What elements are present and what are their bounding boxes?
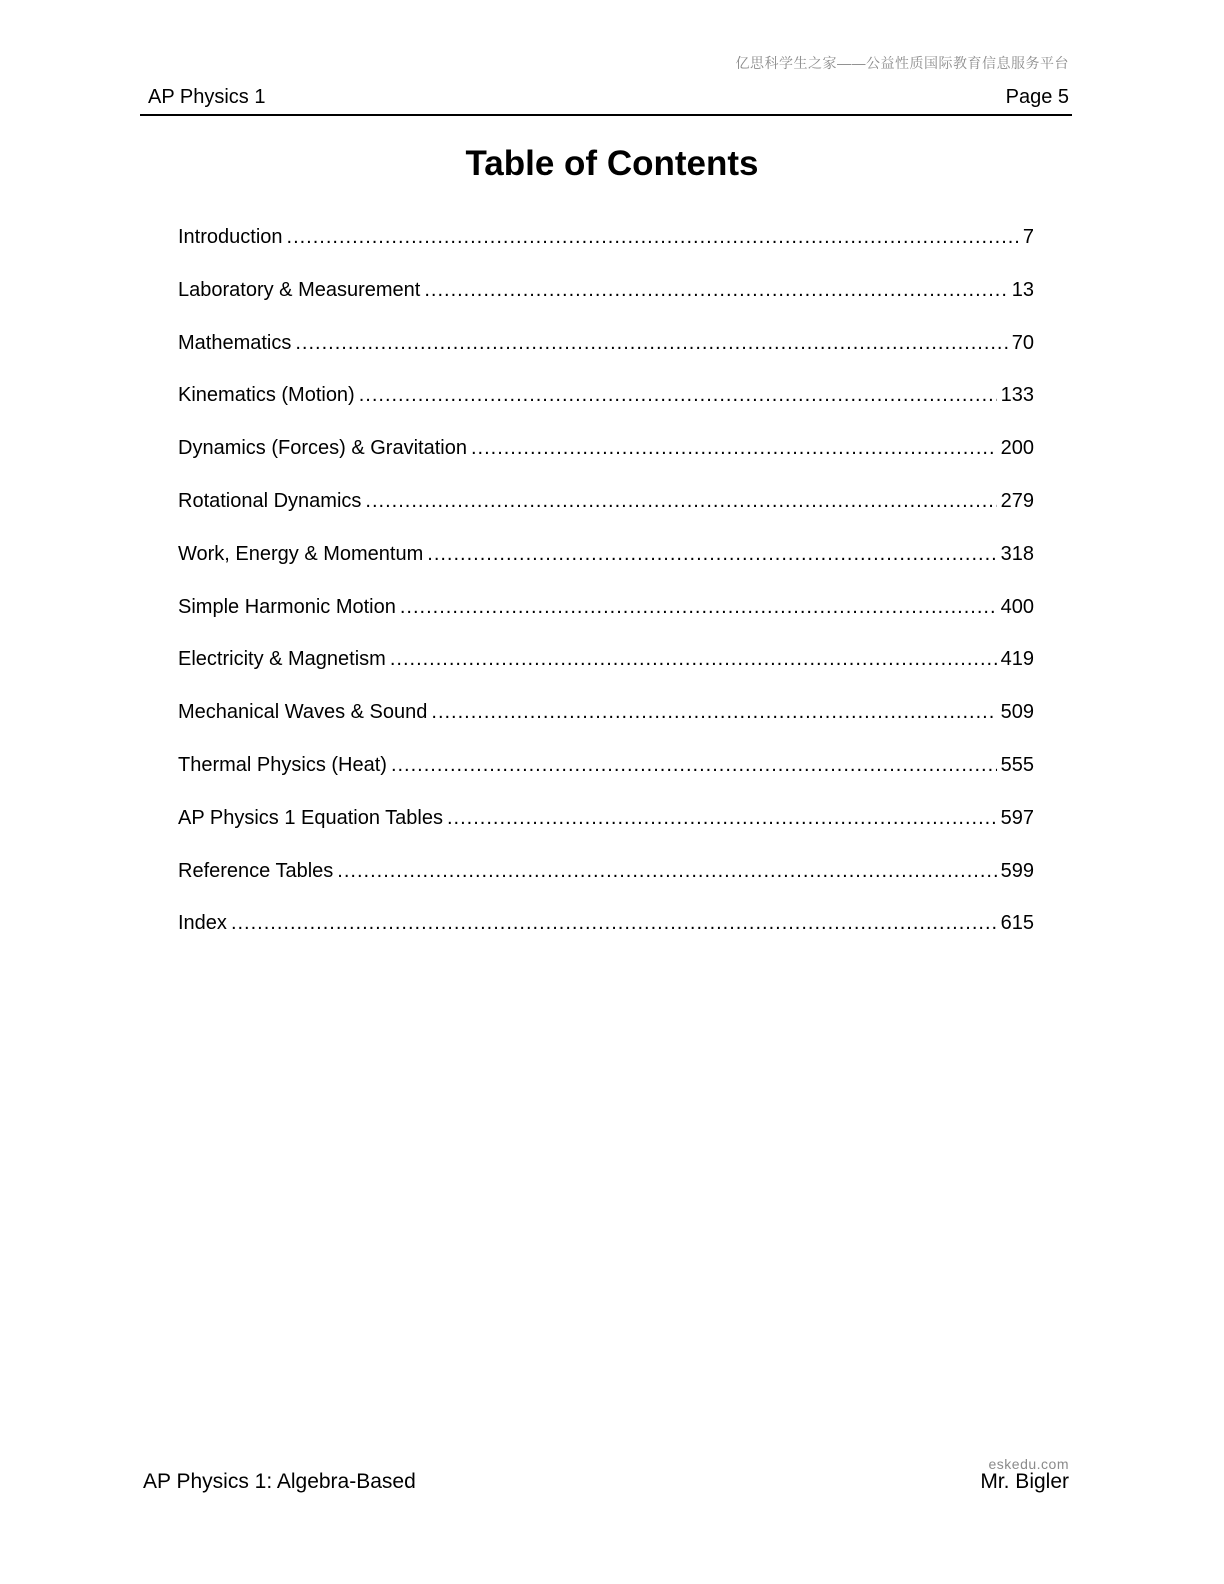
toc-dot-leader: [365, 490, 996, 513]
toc-entry-page: 400: [1000, 595, 1034, 618]
toc-entry-page: 597: [1000, 806, 1034, 829]
toc-entry-page: 70: [1011, 331, 1034, 354]
toc-entry-page: 13: [1011, 278, 1034, 301]
toc-entry-label: Work, Energy & Momentum: [178, 542, 424, 565]
watermark-top: 亿思科学生之家——公益性质国际教育信息服务平台: [735, 55, 1069, 71]
header-course-title: AP Physics 1: [148, 86, 266, 108]
toc-entry-mathematics[interactable]: [178, 332, 1034, 385]
toc-entry-equation-tables[interactable]: [178, 807, 1034, 860]
footer-course-name: AP Physics 1: Algebra-Based: [143, 1470, 416, 1493]
toc-dot-leader: [447, 807, 997, 830]
toc-entry-thermal-physics[interactable]: [178, 754, 1034, 807]
toc-entry-page: 279: [1000, 489, 1034, 512]
toc-entry-label: AP Physics 1 Equation Tables: [178, 806, 443, 829]
toc-entry-label: Mechanical Waves & Sound: [178, 701, 428, 724]
toc-entry-introduction[interactable]: [178, 226, 1034, 279]
toc-entry-label: Rotational Dynamics: [178, 489, 362, 512]
toc-entry-page: 509: [1000, 701, 1034, 724]
toc-dot-leader: [424, 279, 1007, 302]
header-page-number: Page 5: [1005, 86, 1069, 108]
toc-dot-leader: [390, 648, 997, 671]
toc-entry-page: 419: [1000, 648, 1034, 671]
toc-dot-leader: [231, 912, 997, 935]
toc-entry-index[interactable]: [178, 912, 1034, 965]
toc-entry-label: Kinematics (Motion): [178, 384, 355, 407]
toc-dot-leader: [400, 596, 997, 619]
toc-entry-label: Laboratory & Measurement: [178, 278, 421, 301]
toc-entry-laboratory-measurement[interactable]: [178, 279, 1034, 332]
toc-entry-label: Mathematics: [178, 331, 292, 354]
toc-entry-label: Simple Harmonic Motion: [178, 595, 396, 618]
footer-watermark: eskedu.com: [988, 1456, 1069, 1472]
toc-entry-label: Introduction: [178, 226, 283, 248]
toc-entry-label: Dynamics (Forces) & Gravitation: [178, 437, 467, 460]
toc-entry-page: 133: [1000, 384, 1034, 407]
toc-entry-label: Reference Tables: [178, 859, 334, 882]
toc-dot-leader: [391, 754, 997, 777]
footer-author: Mr. Bigler: [980, 1470, 1069, 1493]
toc-entry-rotational-dynamics[interactable]: [178, 490, 1034, 543]
toc-entry-page: 318: [1000, 542, 1034, 565]
toc-dot-leader: [287, 226, 1019, 249]
toc-entry-page: 599: [1000, 859, 1034, 882]
toc-entry-page: 200: [1000, 437, 1034, 460]
toc-entry-kinematics[interactable]: [178, 384, 1034, 437]
toc-dot-leader: [337, 860, 996, 883]
toc-dot-leader: [359, 384, 997, 407]
table-of-contents: [178, 226, 1034, 965]
toc-entry-electricity-magnetism[interactable]: [178, 648, 1034, 701]
toc-entry-mechanical-waves-sound[interactable]: [178, 701, 1034, 754]
toc-dot-leader: [427, 543, 996, 566]
page-title: Table of Contents: [465, 144, 759, 183]
toc-dot-leader: [471, 437, 997, 460]
toc-dot-leader: [295, 332, 1007, 355]
toc-entry-page: 615: [1000, 912, 1034, 935]
toc-entry-label: Electricity & Magnetism: [178, 648, 386, 671]
toc-entry-work-energy-momentum[interactable]: [178, 543, 1034, 596]
toc-entry-dynamics-gravitation[interactable]: [178, 437, 1034, 490]
page-header: [140, 84, 1072, 116]
toc-entry-simple-harmonic-motion[interactable]: [178, 596, 1034, 649]
toc-entry-label: Thermal Physics (Heat): [178, 753, 387, 776]
toc-entry-reference-tables[interactable]: [178, 860, 1034, 913]
toc-entry-label: Index: [178, 912, 227, 935]
toc-entry-page: 555: [1000, 753, 1034, 776]
toc-dot-leader: [431, 701, 996, 724]
toc-entry-page: 7: [1022, 226, 1034, 248]
